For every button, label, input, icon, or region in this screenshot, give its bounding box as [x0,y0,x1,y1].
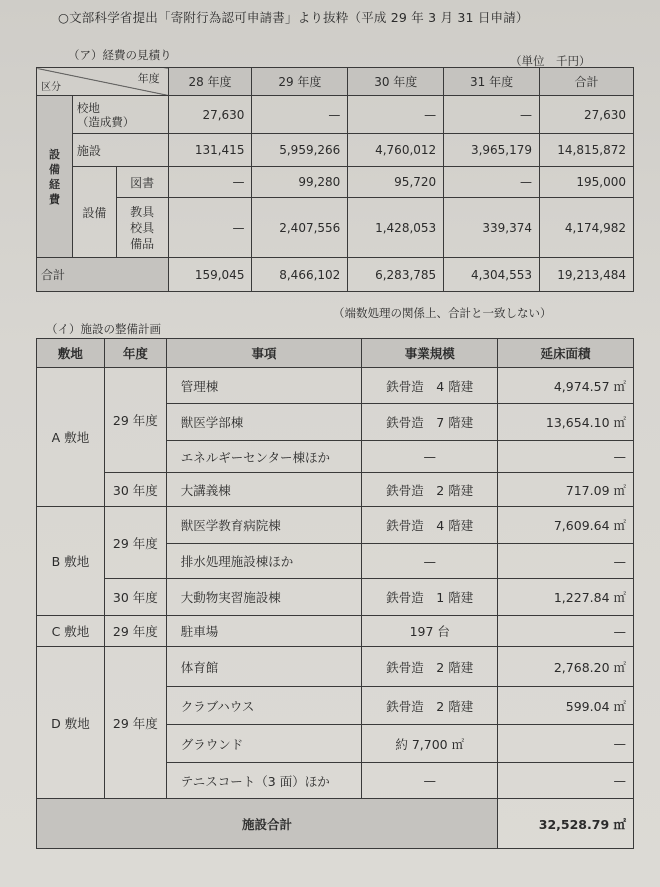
row-label: 教具 校具 備品 [116,198,168,258]
year-header: 31 年度 [444,68,540,96]
row-label: 校地 （造成費） [72,96,168,134]
group-label-cell [37,96,73,258]
area-cell: — [498,725,634,763]
area-cell: 599.04 ㎡ [498,687,634,725]
facility-total-area: 32,528.79 ㎡ [498,799,634,849]
equipment-label: 設備 [72,167,116,258]
corner-category-label: 区分 [41,82,61,93]
value-cell: 339,374 [444,198,540,258]
value-cell: 3,965,179 [444,134,540,167]
column-header: 敷地 [37,339,105,368]
value-cell: 99,280 [252,167,348,198]
value-cell: 2,407,556 [252,198,348,258]
item-cell: 管理棟 [166,368,362,404]
item-cell: 排水処理施設棟ほか [166,544,362,579]
year-cell: 29 年度 [104,368,166,473]
item-cell: クラブハウス [166,687,362,725]
column-header: 事項 [166,339,362,368]
total-cell: 19,213,484 [540,258,634,292]
value-cell: 4,174,982 [540,198,634,258]
area-cell: 13,654.10 ㎡ [498,404,634,441]
cost-estimate-table [36,67,634,292]
site-cell: B 敷地 [37,507,105,616]
value-cell: 27,630 [168,96,252,134]
unit-label: （単位 千円） [510,54,591,68]
scale-cell: 鉄骨造 2 階建 [362,647,498,687]
value-cell: 14,815,872 [540,134,634,167]
total-header: 合計 [540,68,634,96]
value-cell: 4,760,012 [348,134,444,167]
item-cell: テニスコート（3 面）ほか [166,763,362,799]
row-label: 施設 [72,134,168,167]
column-header: 事業規模 [362,339,498,368]
area-cell: — [498,544,634,579]
total-cell: 6,283,785 [348,258,444,292]
value-cell: 95,720 [348,167,444,198]
scale-cell: 約 7,700 ㎡ [362,725,498,763]
scale-cell: 鉄骨造 4 階建 [362,368,498,404]
scale-cell: 鉄骨造 7 階建 [362,404,498,441]
year-cell: 29 年度 [104,647,166,799]
value-cell: — [348,96,444,134]
site-cell: A 敷地 [37,368,105,507]
row-label: 図書 [116,167,168,198]
total-label: 合計 [37,258,169,292]
facility-total-label: 施設合計 [37,799,498,849]
value-cell: — [444,96,540,134]
corner-cell [37,68,169,96]
scale-cell: 197 台 [362,616,498,647]
cost-estimate-title: （ア）経費の見積り [68,48,172,62]
value-cell: 5,959,266 [252,134,348,167]
scale-cell: 鉄骨造 1 階建 [362,579,498,616]
value-cell: — [444,167,540,198]
value-cell: — [252,96,348,134]
year-header: 29 年度 [252,68,348,96]
area-cell: 2,768.20 ㎡ [498,647,634,687]
year-cell: 30 年度 [104,473,166,507]
year-header: 28 年度 [168,68,252,96]
item-cell: 獣医学部棟 [166,404,362,441]
site-cell: D 敷地 [37,647,105,799]
scale-cell: — [362,544,498,579]
scale-cell: 鉄骨造 2 階建 [362,473,498,507]
corner-year-label: 年度 [137,72,160,85]
area-cell: — [498,441,634,473]
value-cell: — [168,167,252,198]
item-cell: 大講義棟 [166,473,362,507]
year-header: 30 年度 [348,68,444,96]
column-header: 年度 [104,339,166,368]
scale-cell: — [362,763,498,799]
item-cell: 獣医学教育病院棟 [166,507,362,544]
item-cell: 大動物実習施設棟 [166,579,362,616]
value-cell: 131,415 [168,134,252,167]
value-cell: 1,428,053 [348,198,444,258]
value-cell: 27,630 [540,96,634,134]
rounding-note: （端数処理の関係上、合計と一致しない） [333,306,552,320]
total-cell: 8,466,102 [252,258,348,292]
year-cell: 29 年度 [104,616,166,647]
area-cell: — [498,616,634,647]
area-cell: 717.09 ㎡ [498,473,634,507]
area-cell: 1,227.84 ㎡ [498,579,634,616]
total-cell: 159,045 [168,258,252,292]
facility-plan-title: （イ）施設の整備計画 [46,322,161,336]
column-header: 延床面積 [498,339,634,368]
scale-cell: — [362,441,498,473]
facility-plan-table [36,338,634,849]
year-cell: 29 年度 [104,507,166,579]
total-cell: 4,304,553 [444,258,540,292]
site-cell: C 敷地 [37,616,105,647]
scale-cell: 鉄骨造 2 階建 [362,687,498,725]
item-cell: エネルギーセンター棟ほか [166,441,362,473]
document-header: ○文部科学省提出「寄附行為認可申請書」より抜粋（平成 29 年 3 月 31 日申請） [58,10,529,25]
item-cell: 駐車場 [166,616,362,647]
area-cell: 7,609.64 ㎡ [498,507,634,544]
area-cell: 4,974.57 ㎡ [498,368,634,404]
value-cell: — [168,198,252,258]
area-cell: — [498,763,634,799]
value-cell: 195,000 [540,167,634,198]
group-label: 設備経費 [48,147,60,206]
year-cell: 30 年度 [104,579,166,616]
item-cell: グラウンド [166,725,362,763]
scale-cell: 鉄骨造 4 階建 [362,507,498,544]
item-cell: 体育館 [166,647,362,687]
